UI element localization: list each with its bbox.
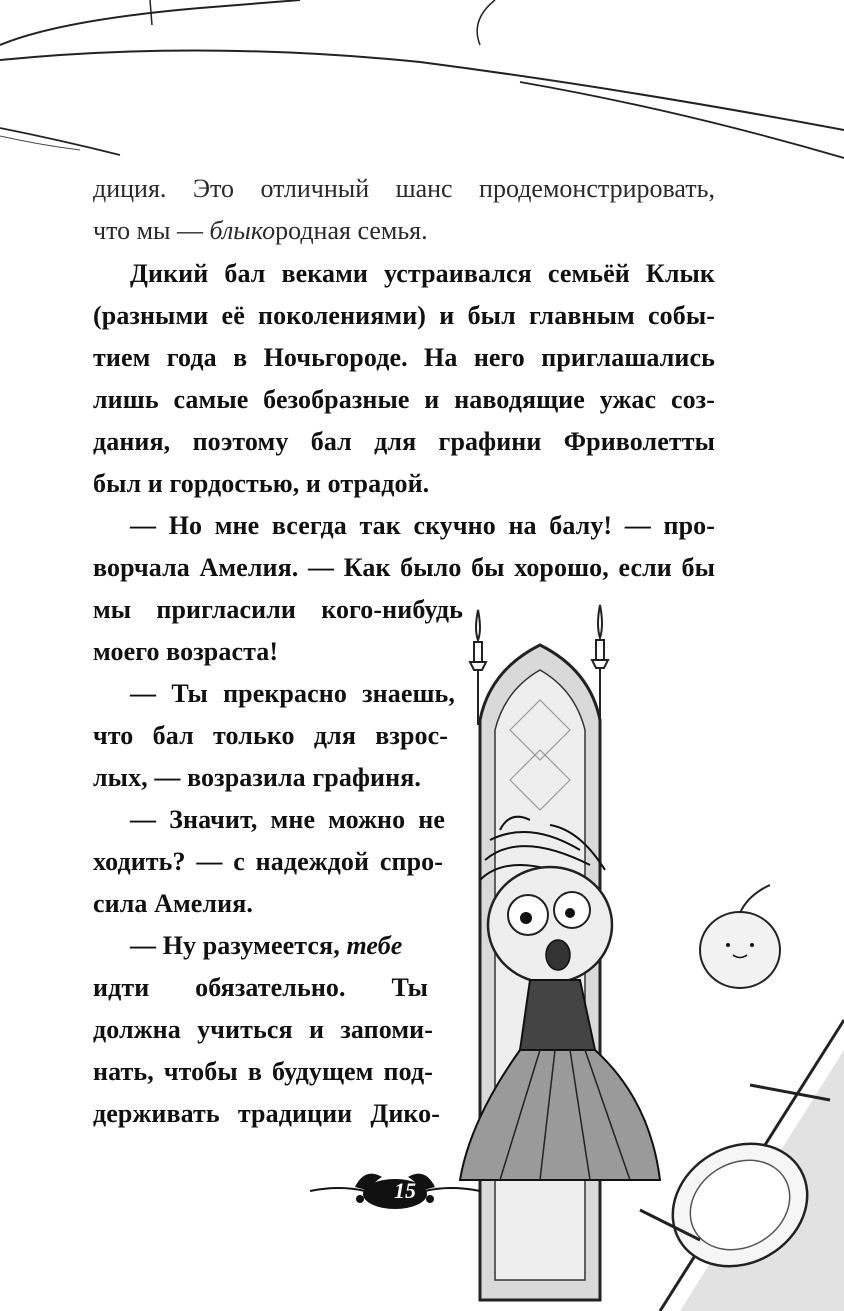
text-line-18: сила Амелия. <box>93 889 253 918</box>
text-line-21: должна учиться и запоми- <box>93 1015 433 1044</box>
text-line-2-end: родная семья. <box>275 216 428 245</box>
text-line-13: — Ты прекрасно знаешь, <box>130 679 455 708</box>
text-line-19-start: — Ну разумеется, <box>130 931 347 960</box>
text-line-2 <box>93 210 428 252</box>
text-line-23: держивать традиции Дико- <box>93 1099 440 1128</box>
amelia-illustration <box>430 580 844 1311</box>
apple-illustration <box>700 885 780 988</box>
text-line-3: Дикий бал веками устраивался семьёй Клык <box>130 259 715 288</box>
text-line-4: (разными её поколениями) и был главным собы- <box>93 301 715 330</box>
text-line-11: мы пригласили кого-нибудь <box>93 595 463 624</box>
text-line-19 <box>130 925 402 967</box>
text-line-16: — Значит, мне можно не <box>130 805 445 834</box>
text-line-2-start: что мы — <box>93 216 210 245</box>
text-line-5: тием года в Ночьгороде. На него приглашались <box>93 343 715 372</box>
text-line-15: лых, — возразила графиня. <box>93 763 421 792</box>
text-line-20: идти обязательно. Ты <box>93 973 428 1002</box>
text-line-12: моего возраста! <box>93 637 279 666</box>
text-line-19-italic: тебе <box>346 931 403 960</box>
text-line-14: что бал только для взрос- <box>93 721 448 750</box>
text-line-22: нать, чтобы в будущем под- <box>93 1057 433 1086</box>
text-line-9: — Но мне всегда так скучно на балу! — про- <box>130 511 715 540</box>
text-line-1: диция. Это отличный шанс продемонстрировать, <box>93 174 715 203</box>
top-sketch-illustration <box>0 0 844 170</box>
text-line-7: дания, поэтому бал для графини Фриволетты <box>93 427 715 456</box>
page-number: 15 <box>394 1178 416 1203</box>
text-line-6: лишь самые безобразные и наводящие ужас соз- <box>93 385 715 414</box>
text-line-2-italic: блыко <box>209 216 276 245</box>
text-line-10: ворчала Амелия. — Как было бы хорошо, если бы <box>93 553 715 582</box>
text-line-8: был и гордостью, и отрадой. <box>93 469 430 498</box>
text-line-17: ходить? — с надеждой спро- <box>93 847 443 876</box>
